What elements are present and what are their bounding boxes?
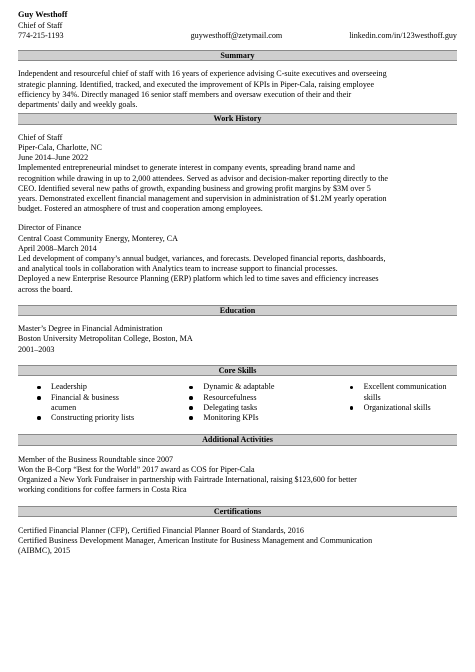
phone-number: 774-215-1193 — [18, 30, 64, 40]
skill-item: Leadership — [36, 382, 144, 392]
additional-activities-heading: Additional Activities — [18, 434, 457, 446]
activities-text — [18, 455, 457, 496]
job-description-line: CEO. Identified several new paths of growth, expanding business and growing profit margins by $3M over 5 — [18, 183, 371, 193]
candidate-name: Guy Westhoff — [18, 10, 68, 19]
resume-header — [18, 10, 457, 41]
summary-heading: Summary — [18, 50, 457, 62]
skill-item: Organizational skills — [349, 403, 457, 413]
skill-item: Constructing priority lists — [36, 413, 144, 423]
job-description-line: years. Demonstrated excellent financial management and supervision in administration of $1.2M yearly operation — [18, 193, 387, 203]
skills-column — [349, 382, 457, 423]
skill-item: Dynamic & adaptable — [188, 382, 316, 392]
skill-item: Delegating tasks — [188, 403, 316, 413]
job-dates: April 2008–March 2014 — [18, 243, 97, 253]
work-history-heading: Work History — [18, 113, 457, 125]
summary-line: Independent and resourceful chief of staff with 16 years of experience advising C-suite executives and overseeing — [18, 69, 387, 79]
job-description-line: Implemented entrepreneurial mindset to generate interest in company events, spreading brand name and — [18, 163, 355, 173]
education-heading: Education — [18, 305, 457, 317]
skills-column — [36, 382, 144, 423]
summary-line: departments' daily and weekly goals. — [18, 100, 138, 110]
skill-item: Excellent communication skills — [349, 382, 457, 402]
activity-line: working conditions for coffee farmers in Costa Rica — [18, 485, 187, 495]
job-company: Piper-Cala, Charlotte, NC — [18, 142, 102, 152]
activity-line: Organized a New York Fundraiser in partnership with Fairtrade International, raising $123,600 for better — [18, 475, 357, 485]
skill-item: Monitoring KPIs — [188, 413, 316, 423]
job-description-line: across the board. — [18, 284, 73, 294]
job-role: Director of Finance — [18, 223, 82, 233]
linkedin-url: linkedin.com/in/123westhoff.guy — [349, 30, 457, 40]
activity-line: Won the B-Corp “Best for the World” 2017 award as COS for Piper-Cala — [18, 464, 255, 474]
job-company: Central Coast Community Energy, Monterey, CA — [18, 233, 178, 243]
certifications-text — [18, 526, 457, 557]
job-entry — [18, 133, 457, 215]
job-dates: June 2014–June 2022 — [18, 153, 89, 163]
contact-row — [18, 31, 457, 41]
job-description-line: budget. Fostered an atmosphere of trust and cooperation among employees. — [18, 204, 263, 214]
education-dates: 2001–2003 — [18, 344, 55, 354]
job-description-line: recognition while drawing in up to 2,000 attendees. Served as advisor and decision-maker reporting directly to the — [18, 173, 388, 183]
summary-line: strategic planning. Identified, tracked, and executed the improvement of KPIs in Piper-Cala, raising employee — [18, 79, 375, 89]
activity-line: Member of the Business Roundtable since 2007 — [18, 454, 174, 464]
education-entry — [18, 324, 457, 355]
education-school: Boston University Metropolitan College, Boston, MA — [18, 334, 193, 344]
summary-line: efficiency by 34%. Directly managed 16 senior staff members and oversaw execution of their and their — [18, 89, 352, 99]
certifications-heading: Certifications — [18, 506, 457, 518]
job-entry — [18, 223, 457, 294]
core-skills-heading: Core Skills — [18, 365, 457, 377]
email-address: guywesthoff@zetymail.com — [190, 30, 283, 40]
job-role: Chief of Staff — [18, 132, 63, 142]
certification-line: (AIBMC), 2015 — [18, 546, 71, 556]
certification-line: Certified Business Development Manager, American Institute for Business Management and Communication — [18, 536, 373, 546]
skill-item: Resourcefulness — [188, 393, 316, 403]
job-description-line: Deployed a new Enterprise Resource Planning (ERP) platform which led to time saves and efficiency increases — [18, 274, 379, 284]
summary-text — [18, 69, 457, 110]
certification-line: Certified Financial Planner (CFP), Certified Financial Planner Board of Standards, 2016 — [18, 526, 304, 535]
skills-column — [188, 382, 316, 423]
skill-item: Financial & business acumen — [36, 393, 144, 413]
skills-list — [18, 382, 457, 423]
job-description-line: Led development of company’s annual budget, variances, and forecasts. Developed financial reports, dashboards, — [18, 253, 386, 263]
candidate-title: Chief of Staff — [18, 20, 63, 30]
job-description-line: and analytical tools in collaboration with Analytics team to increase support to financial processes. — [18, 264, 338, 274]
education-degree: Master’s Degree in Financial Administration — [18, 324, 163, 334]
